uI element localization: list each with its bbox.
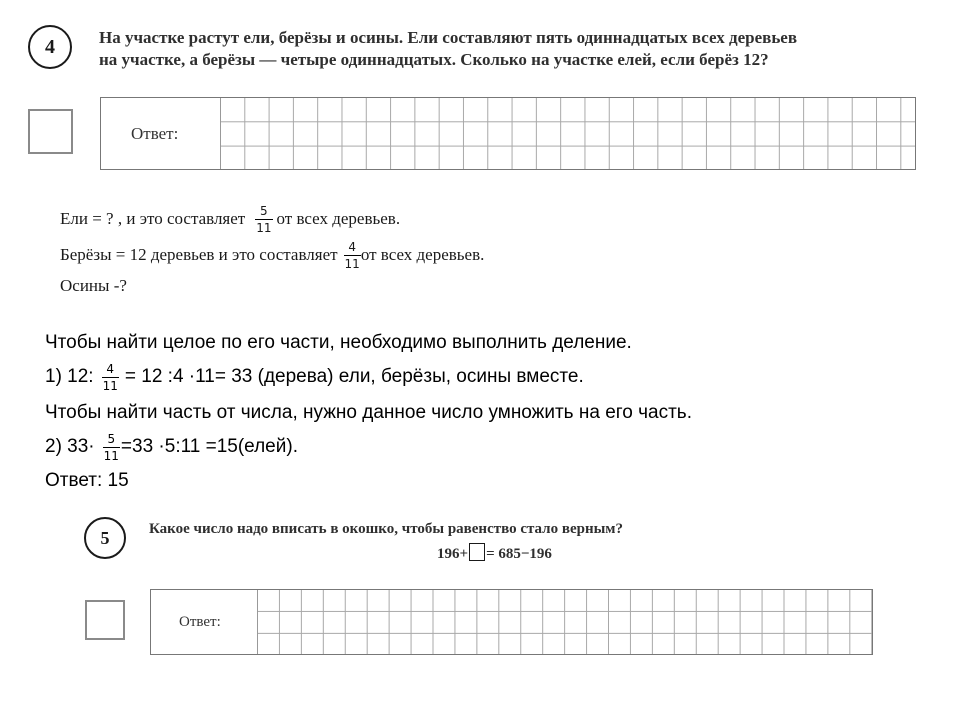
notes-fraction-5-11-denominator: 11	[256, 220, 272, 235]
notes-line-2-post: от всех деревьев.	[360, 245, 485, 264]
task-4-number: 4	[45, 35, 55, 58]
task-4-question-line-1: На участке растут ели, берёзы и осины. Ели составляют пять одиннадцатых всех деревьев	[99, 28, 798, 47]
task-5-answer-label: Ответ:	[179, 613, 221, 630]
task-4-answer-label: Ответ:	[131, 123, 179, 143]
task-5-equation-left: 196+	[437, 546, 469, 562]
notes-line-3: Осины -?	[60, 276, 127, 295]
solution-answer: Ответ: 15	[45, 470, 129, 491]
solution-line-2	[45, 357, 584, 397]
solution-line-2-post: = 12 :4 ·11= 33 (дерева) ели, берёзы, осины вместе.	[124, 366, 584, 387]
solution-fraction-5-11-numerator: 5	[107, 431, 116, 446]
solution-fraction-5-11-denominator: 11	[103, 448, 119, 463]
task-4-number-circle	[28, 25, 72, 69]
solution-fraction-5-11-bar	[103, 447, 120, 448]
task-5-blank-box[interactable]	[469, 543, 485, 561]
solution-line-4	[45, 427, 298, 467]
solution-line-3: Чтобы найти часть от числа, нужно данное число умножить на его часть.	[45, 402, 692, 423]
task-5-number: 5	[100, 527, 110, 548]
task-5-equation	[437, 543, 552, 565]
solution-line-2-pre: 1) 12:	[45, 366, 94, 387]
notes-fraction-5-11-bar	[255, 219, 272, 220]
solution-line-1: Чтобы найти целое по его части, необходимо выполнить деление.	[45, 332, 632, 353]
notes-fraction-4-11	[344, 240, 361, 271]
task-4-question-line-2: на участке, а берёзы — четыре одиннадцатых. Сколько на участке елей, если берёз 12?	[99, 50, 769, 69]
notes-line-2-pre: Берёзы = 12 деревьев и это составляет	[60, 245, 338, 264]
solution-fraction-4-11	[102, 362, 119, 393]
task-4-answer-box[interactable]	[100, 97, 916, 170]
solution-line-4-post: =33 ·5:11 =15(елей).	[120, 436, 298, 457]
task-4-question	[99, 27, 939, 71]
solution-fraction-4-11-denominator: 11	[102, 378, 118, 393]
notes-fraction-4-11-bar	[344, 255, 361, 256]
task-5-answer-grid[interactable]	[257, 590, 872, 654]
notes-fraction-5-11-numerator: 5	[260, 203, 268, 218]
notes-line-1	[60, 202, 400, 236]
task-5-question: Какое число надо вписать в окошко, чтобы равенство стало верным?	[149, 521, 624, 537]
task-5-checkbox[interactable]	[85, 600, 125, 640]
notes-line-1-post: от всех деревьев.	[276, 209, 401, 228]
solution-fraction-4-11-bar	[102, 377, 119, 378]
notes-fraction-5-11	[255, 204, 272, 235]
task-5-equation-right: = 685−196	[486, 546, 552, 562]
task-4-answer-grid[interactable]	[220, 98, 915, 169]
task-5-number-circle	[84, 517, 126, 559]
task-4-checkbox[interactable]	[28, 109, 73, 154]
notes-line-2	[60, 238, 484, 272]
notes-line-1-pre: Ели = ? , и это составляет	[60, 209, 246, 228]
solution-fraction-5-11	[103, 432, 120, 463]
notes-fraction-4-11-numerator: 4	[348, 239, 356, 254]
notes-fraction-4-11-denominator: 11	[344, 256, 360, 271]
task-5-answer-box[interactable]	[150, 589, 873, 655]
solution-fraction-4-11-numerator: 4	[106, 361, 115, 376]
solution-line-4-pre: 2) 33·	[45, 436, 95, 457]
